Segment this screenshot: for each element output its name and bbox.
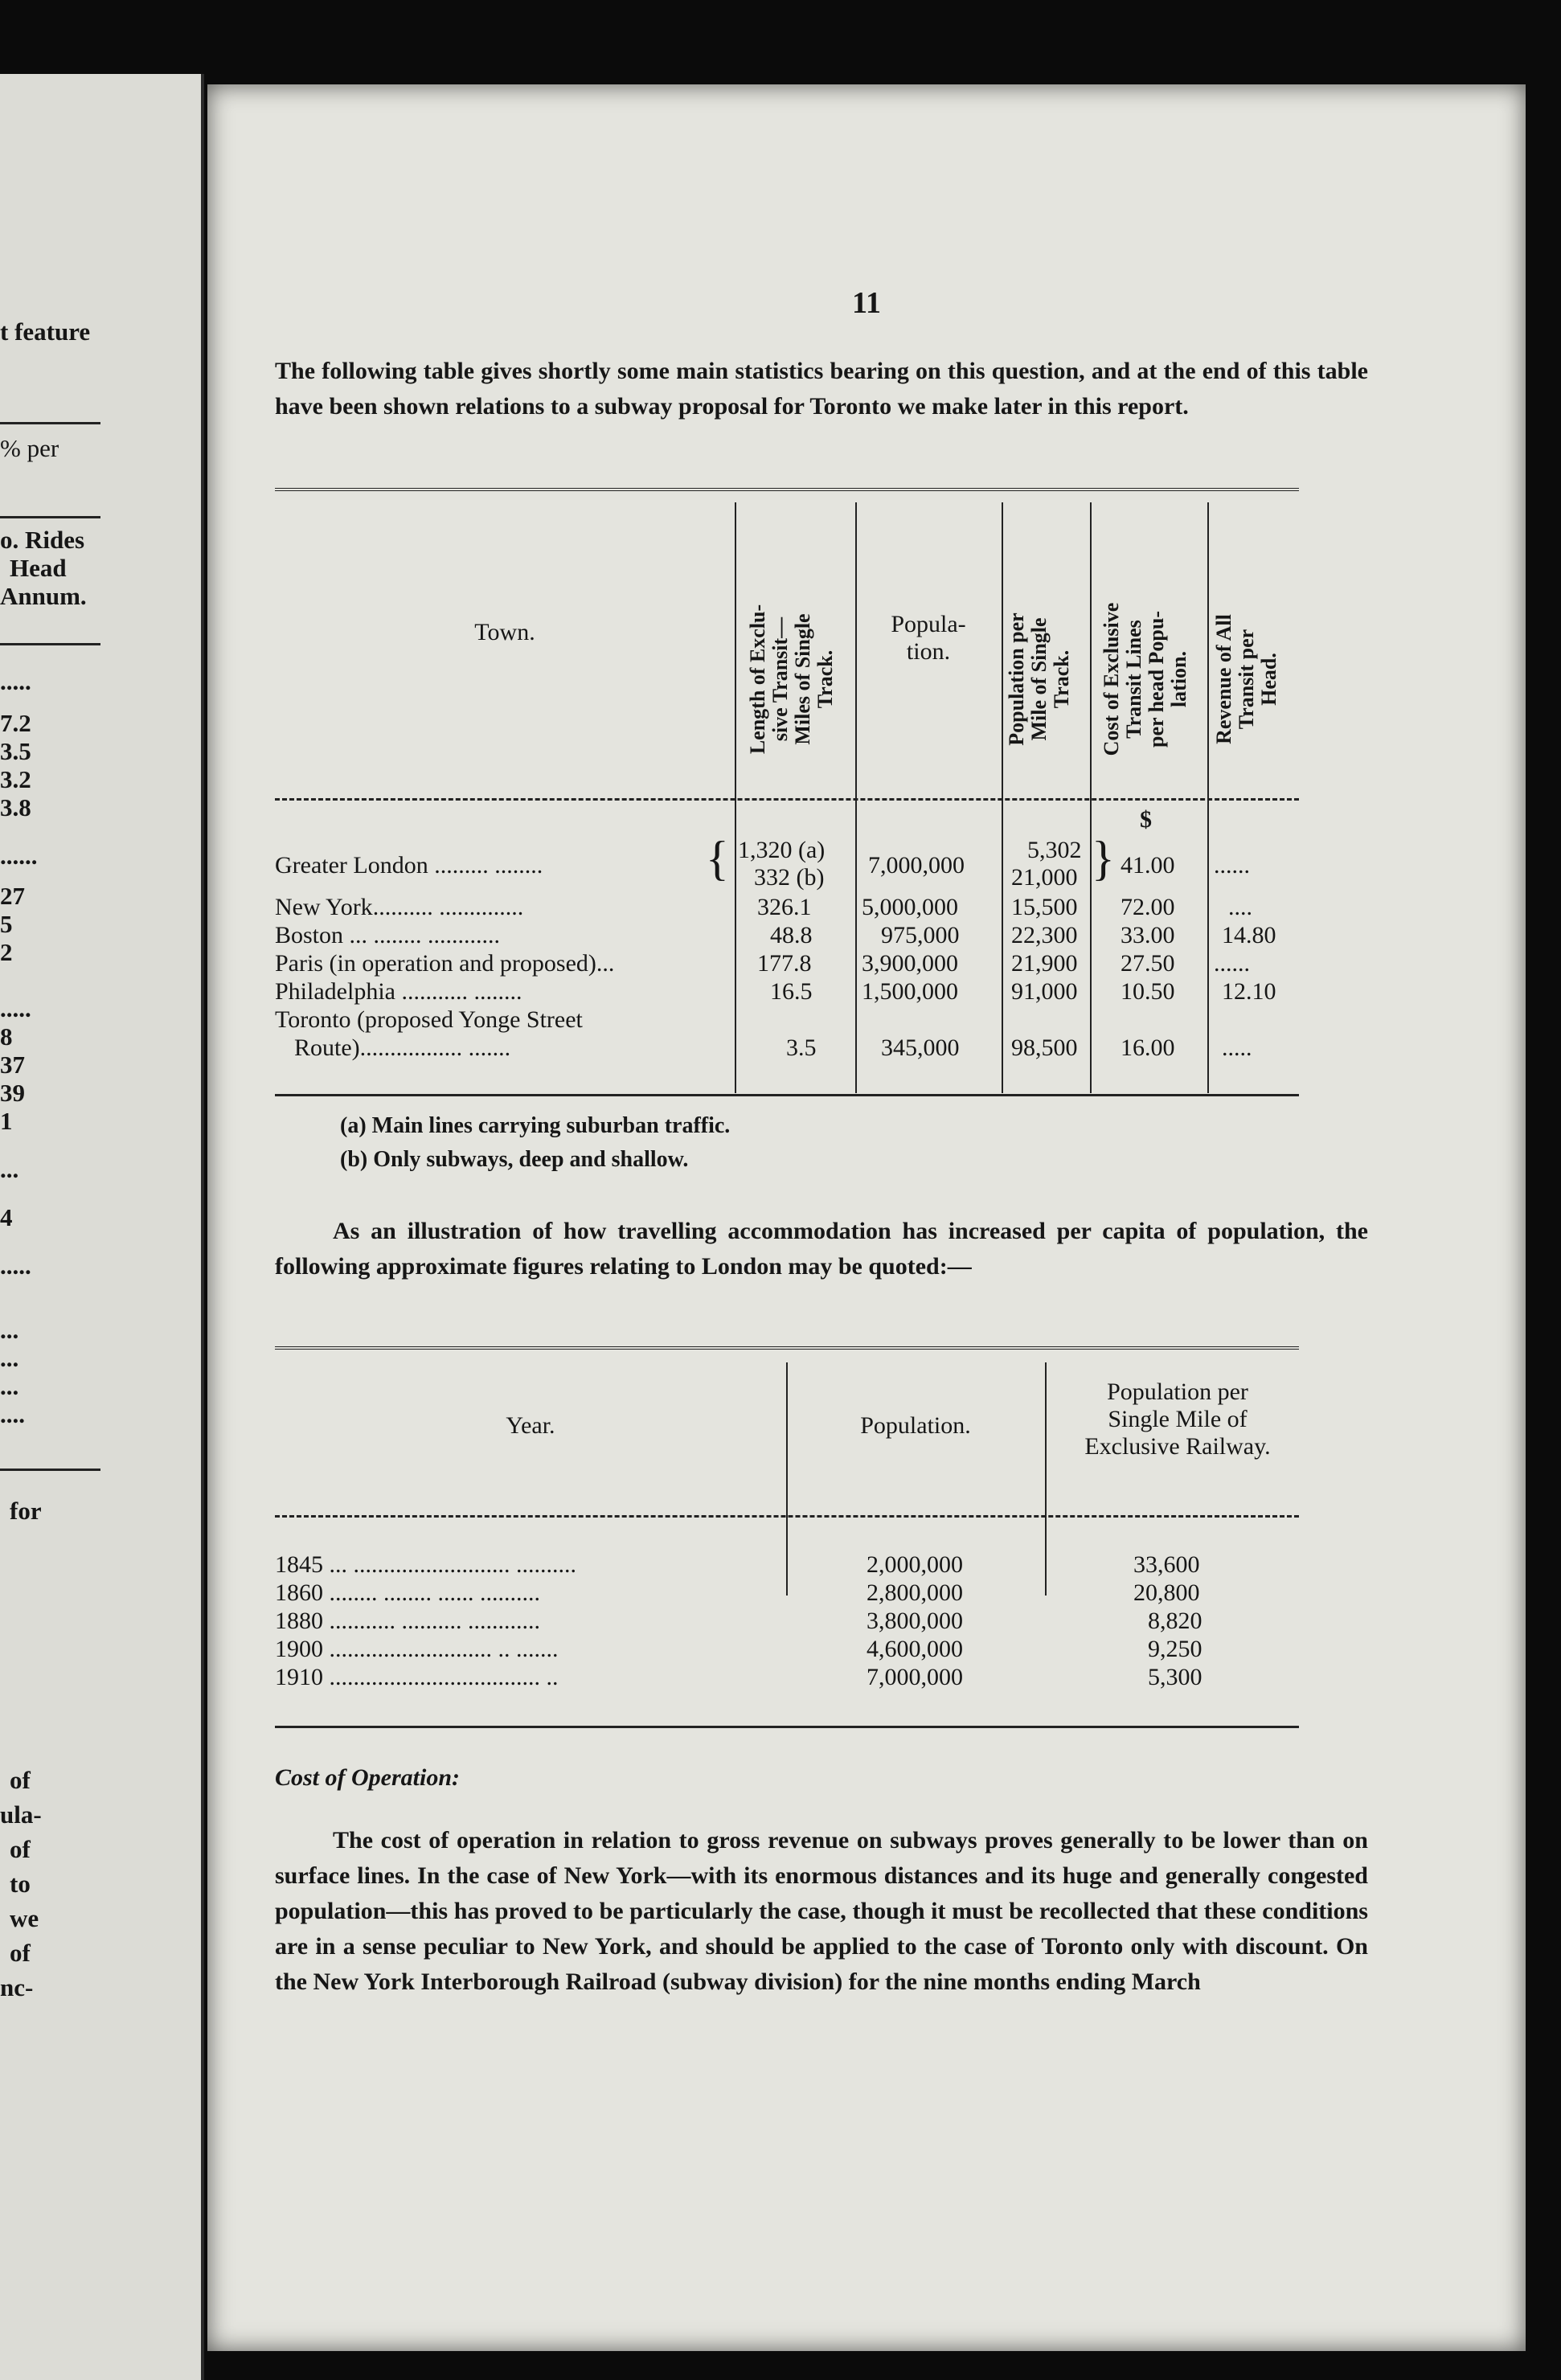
fragment-text: 37 [0, 1051, 25, 1079]
divider [0, 516, 100, 518]
header-cost: Cost of Exclusive Transit Lines per head Popu- lation. [1100, 602, 1190, 756]
cost-paragraph: The cost of operation in relation to gross revenue on subways proves generally to be lower than on surface lines. In the case of New York—with its enormous distances and its huge and generally congested population—this has proved to be particularly the case, though it must be recollected that these conditions are in a sense peculiar to New York, and should be applied to the case of Toronto only with discount. On the New York Interborough Railroad (subway division) for the nine months ending March [275, 1827, 1368, 1995]
fragment-text: ... [0, 1344, 19, 1372]
fragment-text: 5 [0, 910, 13, 938]
fragment-text: of [10, 1939, 31, 1967]
adjacent-page-fragment [0, 74, 204, 2380]
fragment-text: 2 [0, 938, 13, 966]
fragment-text: 7.2 [0, 709, 31, 737]
header-length: Length of Exclu- sive Transit— Miles of Single Track. [746, 604, 837, 755]
divider [0, 1469, 100, 1471]
fragment-text: ...... [0, 842, 38, 870]
fragment-text: ..... [0, 1251, 31, 1280]
fragment-text: ... [0, 1316, 19, 1344]
fragment-text: we [10, 1904, 39, 1932]
footnote-b: (b) Only subways, deep and shallow. [340, 1147, 689, 1172]
header-town: Town. [474, 619, 535, 645]
fragment-text: ula- [0, 1800, 42, 1829]
fragment-text: o. Rides [0, 526, 85, 554]
fragment-text: ... [0, 1372, 19, 1400]
divider [0, 422, 100, 424]
header-revenue: Revenue of All Transit per Head. [1212, 614, 1280, 744]
fragment-text: for [10, 1497, 42, 1525]
footnote-a: (a) Main lines carrying suburban traffic. [340, 1113, 731, 1138]
fragment-text: ... [0, 1155, 19, 1183]
header-year: Year. [506, 1412, 555, 1439]
fragment-text: 39 [0, 1079, 25, 1107]
fragment-text: 3.8 [0, 793, 31, 821]
fragment-text: % per [0, 434, 59, 462]
document-page: 11 The following table gives shortly some main statistics bearing on this question, and at the end of this table have been shown relations to a subway proposal for Toronto we make later in this report. Town. Length of Exclu- sive Transit— Miles of Single Track. Popula- tion. Population per Mile of Single Track. Cost of Exclusive Transit Lines per head Popu- lation. Revenue of All Transit per Head. $ Greater London ......... ........ { 1,320 (a) 332 (b) 7,000,000 5,302 21,000 } 41.00 ...... New York.......... .............. 326.1 5,000,000 15,500 72.00 .... Boston ... ........ ............ 48.8 975,000 22,300 33.00 14.80 Paris (in operation and proposed)... 177.8 3,900,000 21,900 27.50 ...... Philadelphia ........... ........ 16.5 1,500,000 91,000 10.50 12.10 Toronto (proposed Yonge Street Route)................. ....... 3.5 345,000 98,500 16.00 ..... (a) Main lines carrying suburban traffic. (b) Only subways, deep and shallow. As an illustration of how travelling accommodation has increased per capita of population, the following approximate figures relating to London may be quoted:— Year. Population. Population per Single Mile of Exclusive Railway. 1845 ... .......................... .......... 2,000,000 33,600 1860 ........ ........ ...... .......... 2,800,000 20,800 1880 ........... .......... ............ 3,800,000 8,820 1900 ........................... .. ....... 4,600,000 9,250 1910 ................................... .. 7,000,000 5,300 Cost of Operation: The cost of operation in relation to gross revenue on subways proves generally to be lower than on surface lines. In the case of New York—with its enormous distances and its huge and generally congested population—this has proved to be particularly the case, though it must be recollected that these conditions are in a sense peculiar to New York, and should be applied to the case of Toronto only with discount. On the New York Interborough Railroad (subway division) for the nine months ending March [207, 84, 1526, 2351]
header-population: Popula- tion. [891, 611, 966, 665]
header-pop-per-mile: Population per Mile of Single Track. [1005, 612, 1073, 746]
fragment-text: nc- [0, 1973, 34, 2001]
fragment-text: ..... [0, 667, 31, 695]
header-population: Population. [860, 1412, 971, 1439]
currency-symbol: $ [1140, 806, 1152, 833]
fragment-text: to [10, 1870, 31, 1898]
fragment-text: ..... [0, 994, 31, 1022]
page-number: 11 [852, 286, 881, 320]
fragment-text: Head [10, 554, 67, 582]
fragment-text: of [10, 1835, 31, 1863]
fragment-text: 3.2 [0, 765, 31, 793]
fragment-text: 1 [0, 1107, 13, 1135]
fragment-text: 8 [0, 1022, 13, 1051]
fragment-text: 4 [0, 1203, 13, 1231]
divider [0, 643, 100, 645]
illustration-paragraph: As an illustration of how travelling accommodation has increased per capita of population, the following approximate figures relating to London may be quoted:— [275, 1218, 1368, 1280]
fragment-text: .... [0, 1400, 25, 1428]
fragment-text: 27 [0, 882, 25, 910]
cost-of-operation-heading: Cost of Operation: [275, 1764, 461, 1791]
intro-paragraph: The following table gives shortly some main statistics bearing on this question, and at the end of this table have been shown relations to a subway proposal for Toronto we make later in this report. [275, 358, 1368, 420]
fragment-text: of [10, 1766, 31, 1794]
header-per-mile: Population per Single Mile of Exclusive Railway. [1084, 1378, 1271, 1460]
fragment-text: Annum. [0, 582, 87, 610]
fragment-text: t feature [0, 317, 91, 346]
fragment-text: 3.5 [0, 737, 31, 765]
